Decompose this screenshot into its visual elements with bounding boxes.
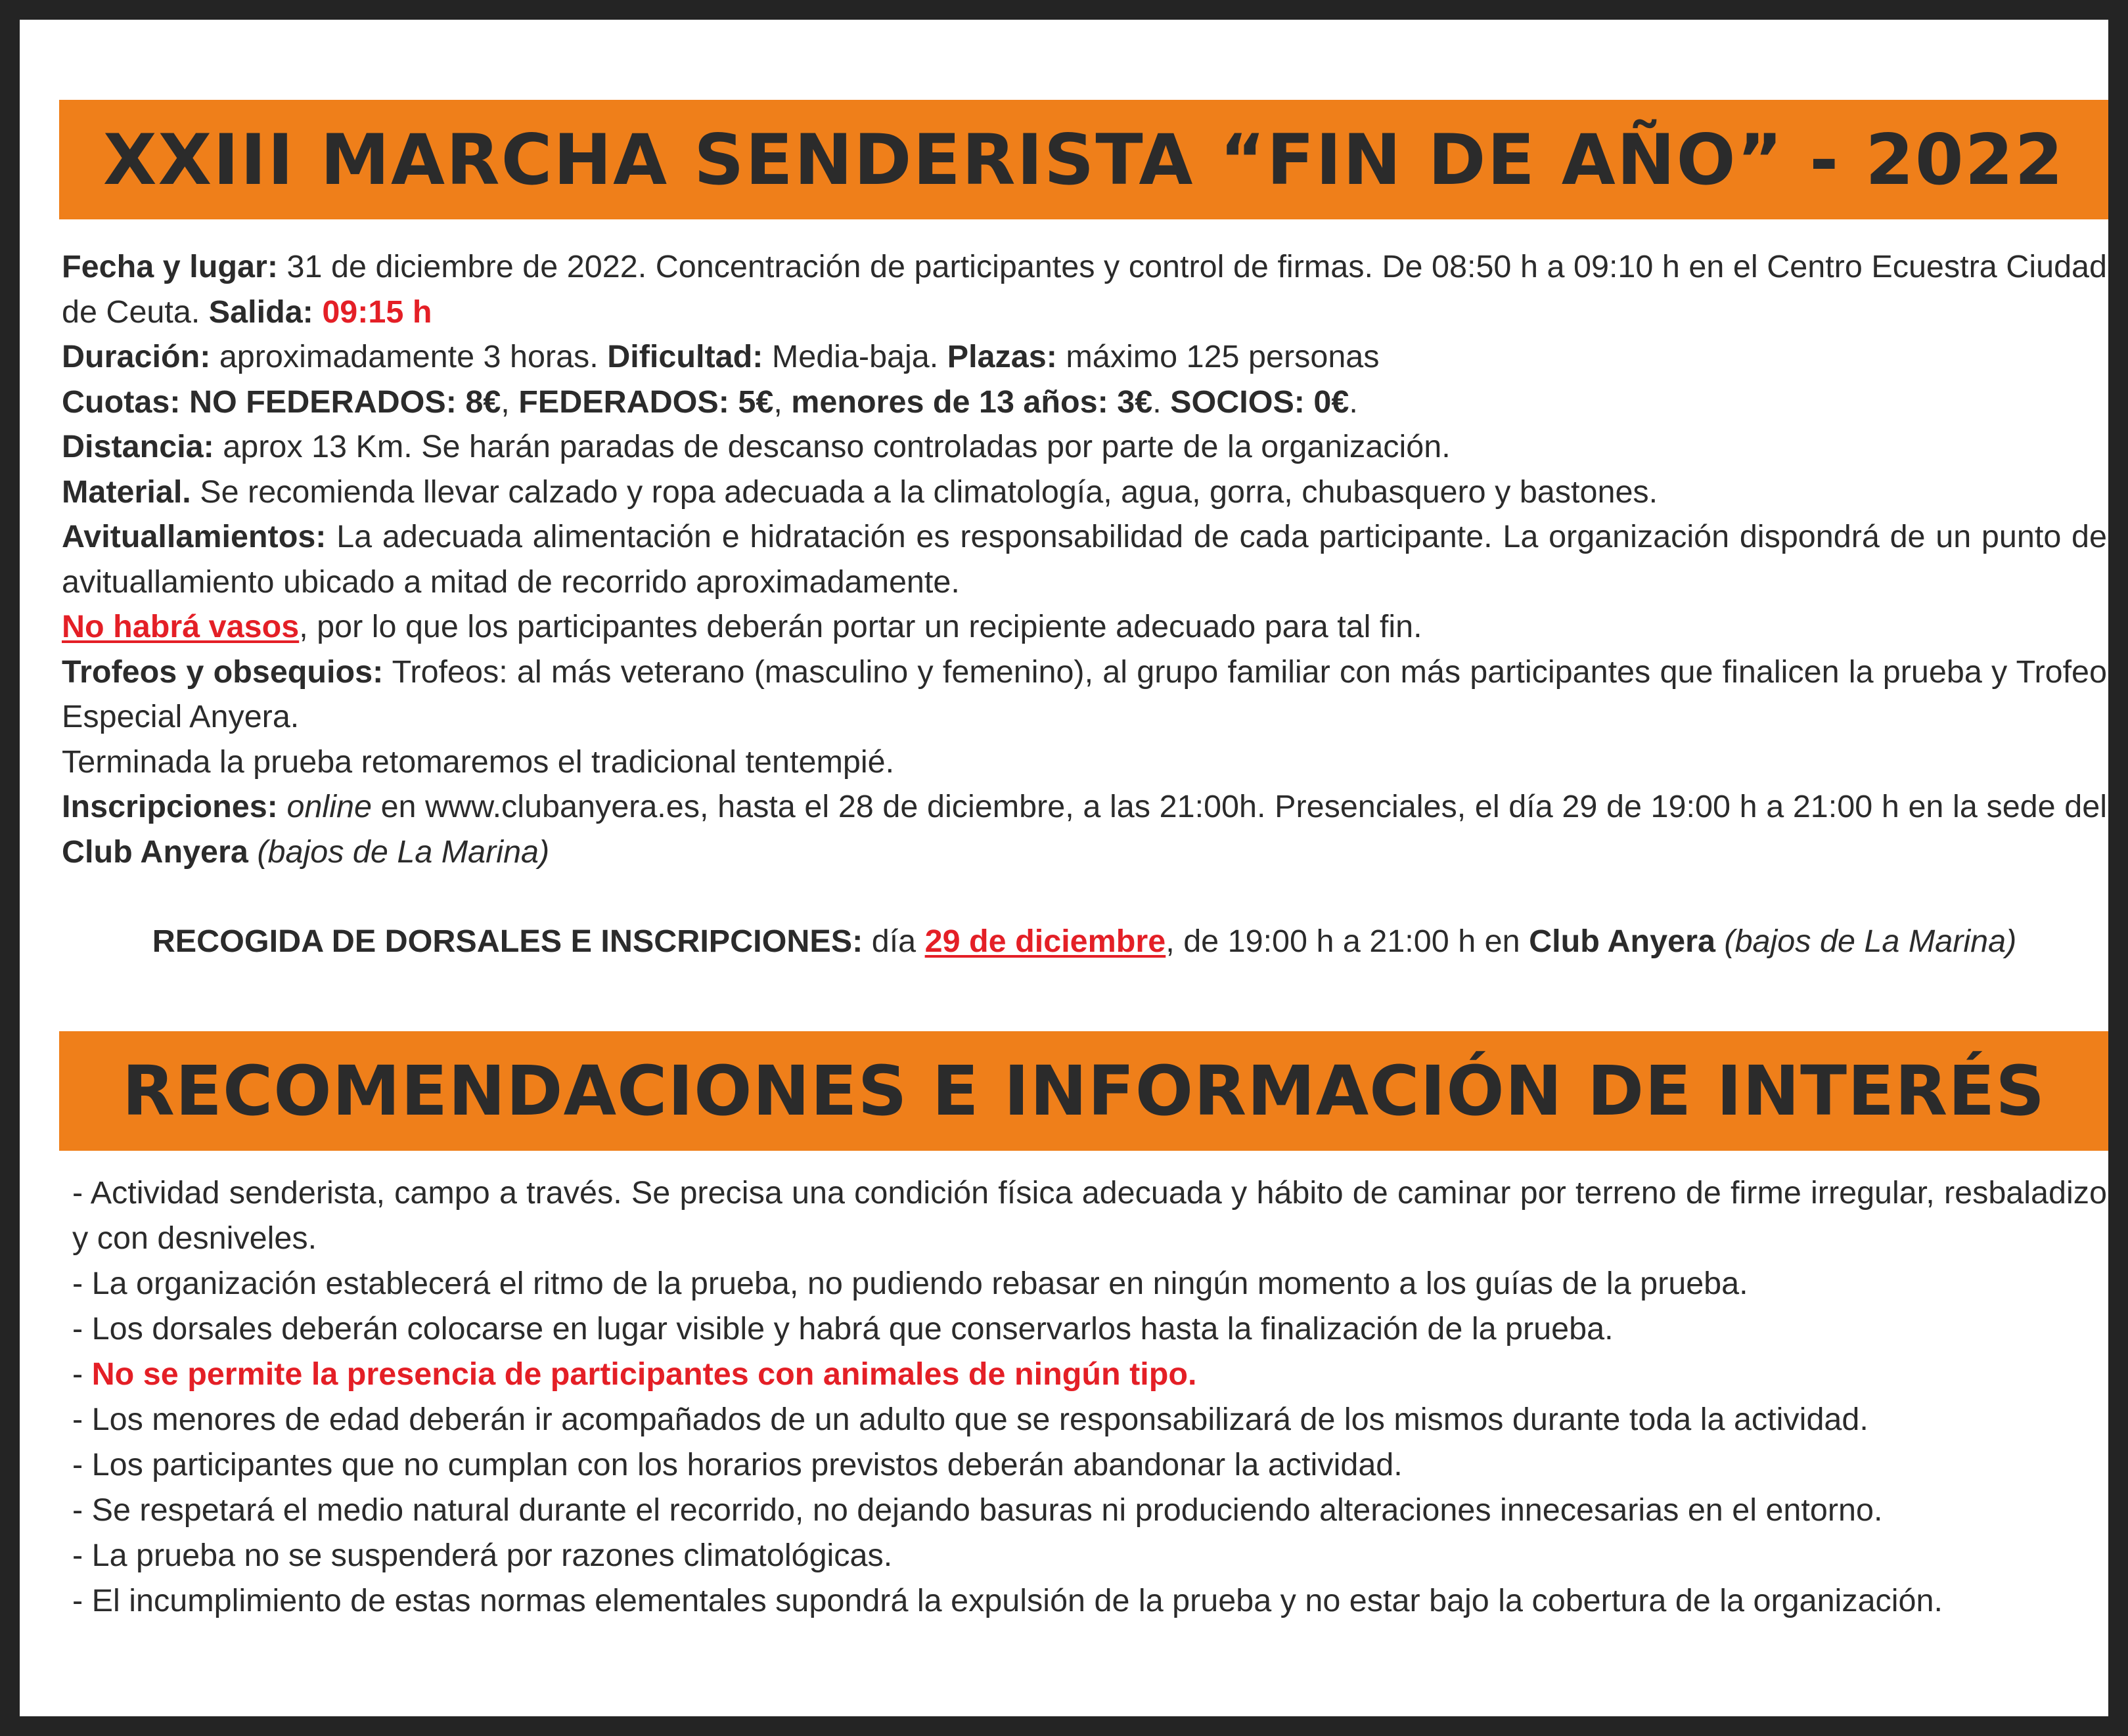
list-item-dash: - — [72, 1356, 92, 1392]
inscripciones-online: online — [277, 789, 372, 824]
info-trofeos — [62, 650, 2107, 740]
recogida-label: RECOGIDA DE DORSALES E INSCRIPCIONES: — [152, 924, 863, 959]
dificultad-label: Dificultad: — [607, 339, 763, 374]
list-item-animals — [72, 1352, 2107, 1397]
salida-value: 09:15 h — [322, 294, 432, 330]
recommendations-title: RECOMENDACIONES E INFORMACIÓN DE INTERÉS — [122, 1051, 2046, 1131]
info-fecha — [62, 244, 2107, 334]
trofeos-label: Trofeos y obsequios: — [62, 654, 384, 690]
list-item: - La prueba no se suspenderá por razones climatológicas. — [72, 1538, 893, 1573]
dificultad-value: Media-baja. — [763, 339, 947, 374]
duracion-text: aproximadamente 3 horas. — [210, 339, 608, 374]
recogida-club: Club Anyera — [1529, 924, 1715, 959]
list-item: - Se respetará el medio natural durante el recorrido, no dejando basuras ni produciendo alteraciones innecesarias en el entorno. — [72, 1492, 1883, 1528]
info-avituallamientos — [62, 514, 2107, 604]
cuota-federados: FEDERADOS: 5€ — [518, 384, 774, 420]
avituallamientos-text: La adecuada alimentación e hidratación es responsabilidad de cada participante. La organización dispondrá de un punto de avituallamiento ubicado a mitad de recorrido aproximadamente. — [62, 519, 2107, 600]
list-item: - Los menores de edad deberán ir acompañados de un adulto que se responsabilizará de los mismos durante toda la actividad. — [72, 1402, 1868, 1437]
distancia-text: aprox 13 Km. Se harán paradas de descanso controladas por parte de la organización. — [214, 429, 1451, 464]
event-title: XXIII MARCHA SENDERISTA “FIN DE AÑO” - 2022 — [102, 119, 2065, 200]
info-tentempie: Terminada la prueba retomaremos el tradicional tentempié. — [62, 744, 895, 780]
event-title-banner — [59, 100, 2108, 219]
recommendations-list — [72, 1170, 2107, 1624]
fecha-text: 31 de diciembre de 2022. Concentración de participantes y control de firmas. De 08:50 h a 09:10 h en el Centro Ecuestra Ciudad de Ceuta. — [62, 249, 2107, 330]
avituallamientos-label: Avituallamientos: — [62, 519, 327, 554]
cuota-no-federados: Cuotas: NO FEDERADOS: 8€ — [62, 384, 501, 420]
list-item: - Actividad senderista, campo a través. Se precisa una condición física adecuada y hábito de caminar por terreno de firme irregular, resbaladizo y con desniveles. — [72, 1175, 2107, 1256]
animals-warning: No se permite la presencia de participantes con animales de ningún tipo. — [91, 1356, 1197, 1392]
cuota-socios: SOCIOS: 0€ — [1170, 384, 1349, 420]
info-material — [62, 470, 2107, 515]
recogida-date: 29 de diciembre — [924, 924, 1166, 959]
material-label: Material. — [62, 474, 191, 510]
cuota-sep-2: , — [773, 384, 792, 420]
cuota-menores: menores de 13 años: 3€ — [791, 384, 1153, 420]
inscripciones-location: (bajos de La Marina) — [248, 834, 550, 870]
info-cuotas — [62, 380, 2107, 425]
inscripciones-label: Inscripciones: — [62, 789, 278, 824]
list-item: - Los dorsales deberán colocarse en lugar visible y habrá que conservarlos hasta la finalización de la prueba. — [72, 1311, 1614, 1347]
cuota-end: . — [1349, 384, 1358, 420]
recommendations-banner — [59, 1031, 2108, 1151]
list-item: - La organización establecerá el ritmo de la prueba, no pudiendo rebasar en ningún momento a los guías de la prueba. — [72, 1266, 1748, 1301]
recogida-location: (bajos de La Marina) — [1715, 924, 2017, 959]
event-info — [62, 244, 2107, 964]
info-vasos — [62, 604, 2107, 650]
cuota-sep-1: , — [501, 384, 519, 420]
info-duracion — [62, 334, 2107, 380]
cuota-sep-3: . — [1152, 384, 1171, 420]
list-item: - Los participantes que no cumplan con los horarios previstos deberán abandonar la actividad. — [72, 1447, 1403, 1482]
info-distancia — [62, 424, 2107, 470]
recogida-pre: día — [863, 924, 925, 959]
plazas-label: Plazas: — [947, 339, 1057, 374]
vasos-warning: No habrá vasos — [62, 609, 300, 644]
info-inscripciones — [62, 784, 2107, 874]
duracion-label: Duración: — [62, 339, 211, 374]
inscripciones-text: en www.clubanyera.es, hasta el 28 de diciembre, a las 21:00h. Presenciales, el día 29 de 19:00 h a 21:00 h en la sede del — [371, 789, 2107, 824]
vasos-text: , por lo que los participantes deberán portar un recipiente adecuado para tal fin. — [299, 609, 1422, 644]
distancia-label: Distancia: — [62, 429, 214, 464]
spacer — [62, 874, 2107, 919]
material-text: Se recomienda llevar calzado y ropa adecuada a la climatología, agua, gorra, chubasquero y bastones. — [191, 474, 1658, 510]
salida-label: Salida: — [208, 294, 313, 330]
plazas-value: máximo 125 personas — [1056, 339, 1380, 374]
fecha-label: Fecha y lugar: — [62, 249, 278, 284]
trofeos-text: Trofeos: al más veterano (masculino y femenino), al grupo familiar con más participantes que finalicen la prueba y Trofeo Especial Anyera. — [62, 654, 2107, 734]
inscripciones-club: Club Anyera — [62, 834, 248, 870]
info-recogida — [62, 919, 2107, 964]
recogida-mid: , de 19:00 h a 21:00 h en — [1166, 924, 1529, 959]
list-item: - El incumplimiento de estas normas elementales supondrá la expulsión de la prueba y no estar bajo la cobertura de la organización. — [72, 1583, 1943, 1618]
